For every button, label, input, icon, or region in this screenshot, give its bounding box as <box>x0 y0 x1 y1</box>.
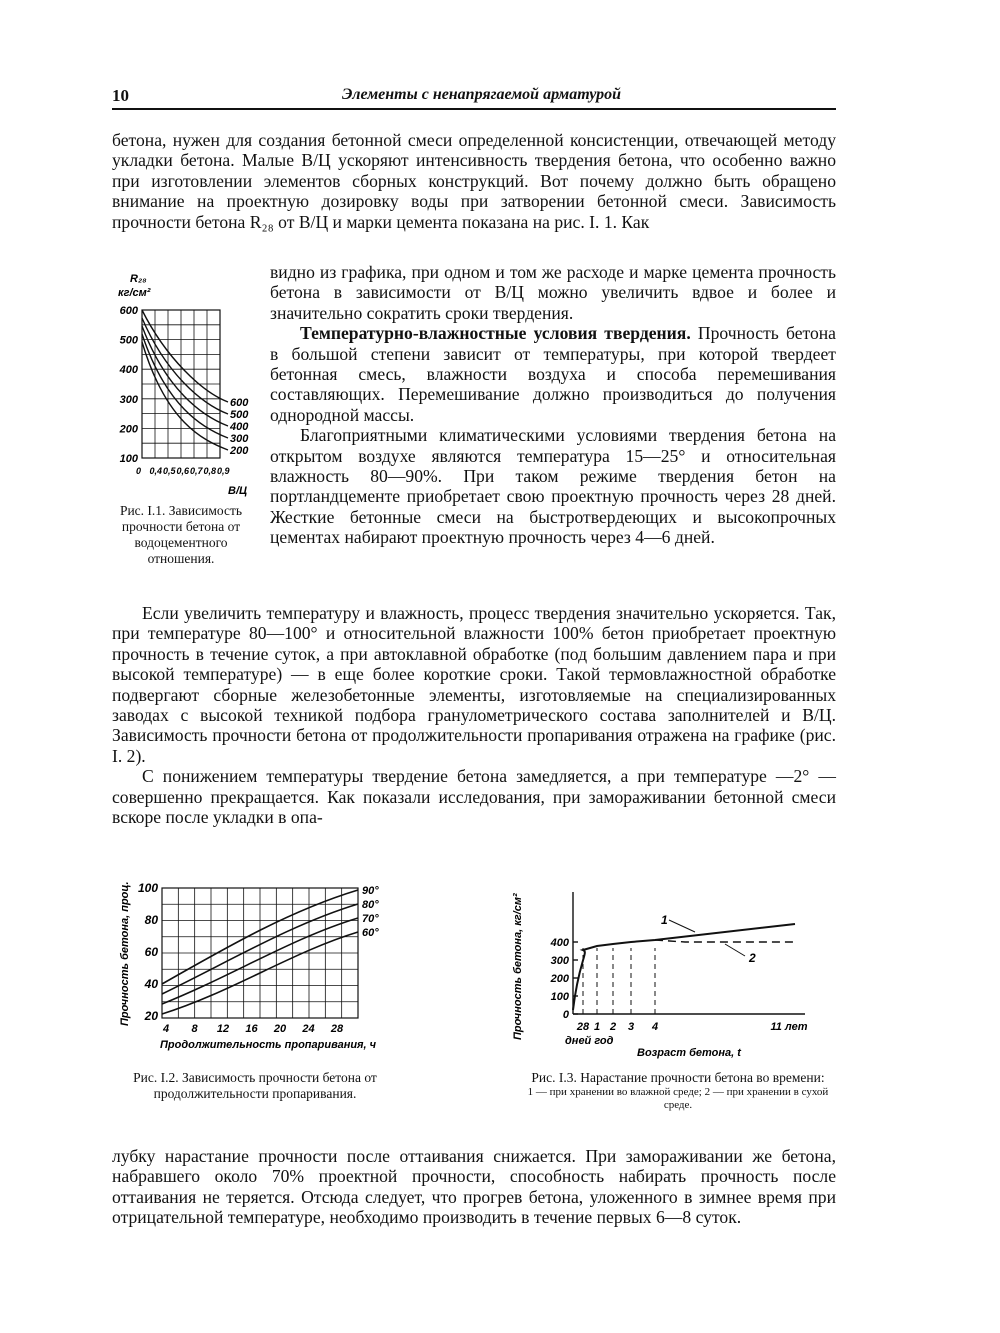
fig1-y-tick: 400 <box>119 364 138 377</box>
paragraph: видно из графика, при одном и том же расходе и марке цемента прочность бетона в зависимости от В/Ц можно увеличить вдвое и более и значительно сократить сроки твердения. <box>270 262 836 323</box>
fig1-x-tick: 0,6 <box>176 466 190 476</box>
figure-3-caption-block <box>520 1070 836 1112</box>
fig1-y-title: R₂₈ <box>130 273 147 285</box>
fig2-x-tick: 16 <box>245 1023 258 1035</box>
paragraph: Прочность бетона в большой степени зависит от температуры, при которой твердеет бетонная смесь, влажности воздуха и способа перемешивания составляющих. Перемешивание должно производиться до получения однородной массы. <box>270 323 836 425</box>
fig3-x-tick: 4 <box>651 1021 659 1033</box>
fig2-curve-label: 90° <box>362 885 379 897</box>
right-text-block <box>270 262 836 548</box>
fig3-x-tick: 1 <box>593 1021 601 1033</box>
fig2-y-tick: 60 <box>144 945 158 959</box>
fig3-y-label: Прочность бетона, кг/см² <box>512 893 524 1040</box>
fig3-y-tick: 200 <box>550 973 569 985</box>
page-header <box>112 86 836 110</box>
fig3-curve-label: 2 <box>749 951 756 965</box>
fig2-x-tick: 28 <box>330 1023 344 1035</box>
fig3-y-tick: 300 <box>550 955 569 967</box>
fig1-x-tick: 0 <box>136 466 142 476</box>
page-number: 10 <box>112 86 129 105</box>
fig1-curve-label: 500 <box>230 409 249 421</box>
fig1-y-tick: 600 <box>119 305 138 317</box>
fig2-curve-label: 60° <box>362 927 379 939</box>
fig3-leader <box>725 944 745 956</box>
paragraph: Благоприятными климатическими условиями твердения бетона на открытом воздухе являются температура 15—25° и относительная влажность 80—90%. При таком режиме твердения бетон на портландцементе приобретает свою проектную прочность через 28 дней. Жесткие бетонные смеси на быстротвердеющих и высокопрочных цементах набирают проектную прочность через 4—6 дней. <box>270 425 836 548</box>
fig3-y-tick: 400 <box>550 937 569 949</box>
mid-text-block <box>112 603 836 827</box>
top-text-block <box>112 130 836 232</box>
fig3-y-tick: 100 <box>550 991 569 1003</box>
fig1-x-tick: 0,9 <box>217 466 230 476</box>
fig2-x-tick: 8 <box>191 1023 198 1035</box>
figure-2-caption: Рис. I.2. Зависимость прочности бетона от продолжительности пропаривания. <box>133 1070 377 1101</box>
fig3-x-tick: 11 лет <box>770 1021 808 1033</box>
fig3-curve-1 <box>573 924 795 1010</box>
fig3-curve-label: 1 <box>661 913 668 927</box>
fig3-y-tick: 0 <box>562 1009 569 1021</box>
fig3-curve-2 <box>655 940 795 942</box>
figure-3-chart <box>505 880 825 1065</box>
figure-2-chart <box>112 868 402 1058</box>
fig2-y-tick: 100 <box>137 881 158 895</box>
fig1-x-tick: 0,4 <box>149 466 163 476</box>
fig1-curve-label: 300 <box>230 433 249 445</box>
fig1-x-tick: 0,8 <box>203 466 217 476</box>
fig3-leader <box>669 920 695 932</box>
fig2-x-label: Продолжительность пропаривания, ч <box>160 1039 377 1051</box>
paragraph: лубку нарастание прочности после оттаивания снижается. При замораживании же бетона, набравшего около 70% проектной прочности, способность набирать прочность после оттаивания не теряется. Отсюда следует, что прогрев бетона, уложенного в зимнее время при отрицательной температуре, необходимо производить в течение первых 6—8 суток. <box>112 1146 836 1228</box>
fig1-x-label: В/Ц <box>228 485 248 497</box>
fig2-curve-label: 80° <box>362 899 379 911</box>
fig1-curve-label: 200 <box>230 445 249 457</box>
fig1-y-tick: 100 <box>119 453 138 465</box>
figure-3-legend: 1 — при хранении во влажной среде; 2 — при хранении в сухой среде. <box>527 1086 829 1111</box>
bottom-text-block <box>112 1146 836 1228</box>
fig2-x-tick: 24 <box>302 1023 315 1035</box>
figure-1-caption: Рис. I.1. Зависимость прочности бетона от водоцементного отношения. <box>119 503 243 566</box>
figure-3-caption: Рис. I.3. Нарастание прочности бетона во времени: <box>531 1070 825 1085</box>
fig3-x-sub: дней год <box>565 1035 614 1047</box>
fig3-x-tick: 28 <box>576 1021 590 1033</box>
fig1-curve-label: 600 <box>230 397 249 409</box>
fig2-y-tick: 40 <box>144 977 158 991</box>
paragraph: Если увеличить температуру и влажность, процесс твердения значительно ускоряется. Так, при температуре 80—100° и относительной влажности 100% бетон приобретает проектную прочность в течение суток, а при автоклавной обработке (под большим давлением пара и при высокой температуре) — в еще более короткие сроки. Такой термовлажностной обработке подвергают сборные железобетонные элементы, изготовляемые на специализированных заводах с высокой техникой подбора гранулометрического состава заполнителей и В/Ц. Зависимость прочности бетона от продолжительности пропаривания отражена на графике (рис. I. 2). <box>112 603 836 766</box>
fig2-curve-label: 70° <box>362 913 379 925</box>
fig1-x-tick: 0,5 <box>163 466 176 476</box>
fig3-x-tick: 2 <box>609 1021 617 1033</box>
fig3-x-tick: 3 <box>627 1021 635 1033</box>
fig2-y-tick: 20 <box>144 1009 158 1023</box>
paragraph: С понижением температуры твердение бетона замедляется, а при температуре —2° — совершенно прекращается. Как показали исследования, при замораживании бетонной смеси вскоре после укладки в опа- <box>112 766 836 828</box>
fig1-y-tick: 300 <box>119 393 138 406</box>
figure-1-chart <box>112 268 262 500</box>
paragraph: бетона, нужен для создания бетонной смеси определенной консистенции, отвечающей методу укладки бетона. Малые В/Ц ускоряют интенсивность твердения бетона, что особенно важно при изготовлении элементов сборных конструкций. Вот почему должно быть обращено внимание на проектную дозировку воды при затворении бетонной смеси. Зависимость прочности бетона R₂₈ от В/Ц и марки цемента показана на рис. I. 1. Как <box>112 130 836 232</box>
fig2-y-tick: 80 <box>144 913 158 927</box>
fig1-curve-label: 400 <box>230 421 249 433</box>
fig1-y-tick: 500 <box>119 334 138 347</box>
fig2-y-label: Прочность бетона, проц. <box>119 881 131 1026</box>
fig2-x-tick: 4 <box>162 1023 170 1035</box>
fig2-x-tick: 12 <box>216 1023 230 1035</box>
fig1-y-tick: 200 <box>119 423 138 436</box>
fig1-y-unit: кг/см² <box>118 287 151 299</box>
section-heading: Температурно-влажностные условия твердения. <box>300 323 691 344</box>
running-title: Элементы с ненапрягаемой арматурой <box>342 86 622 103</box>
fig2-x-tick: 20 <box>273 1023 287 1035</box>
fig3-x-label: Возраст бетона, t <box>637 1047 741 1059</box>
fig1-x-tick: 0,7 <box>190 466 203 476</box>
